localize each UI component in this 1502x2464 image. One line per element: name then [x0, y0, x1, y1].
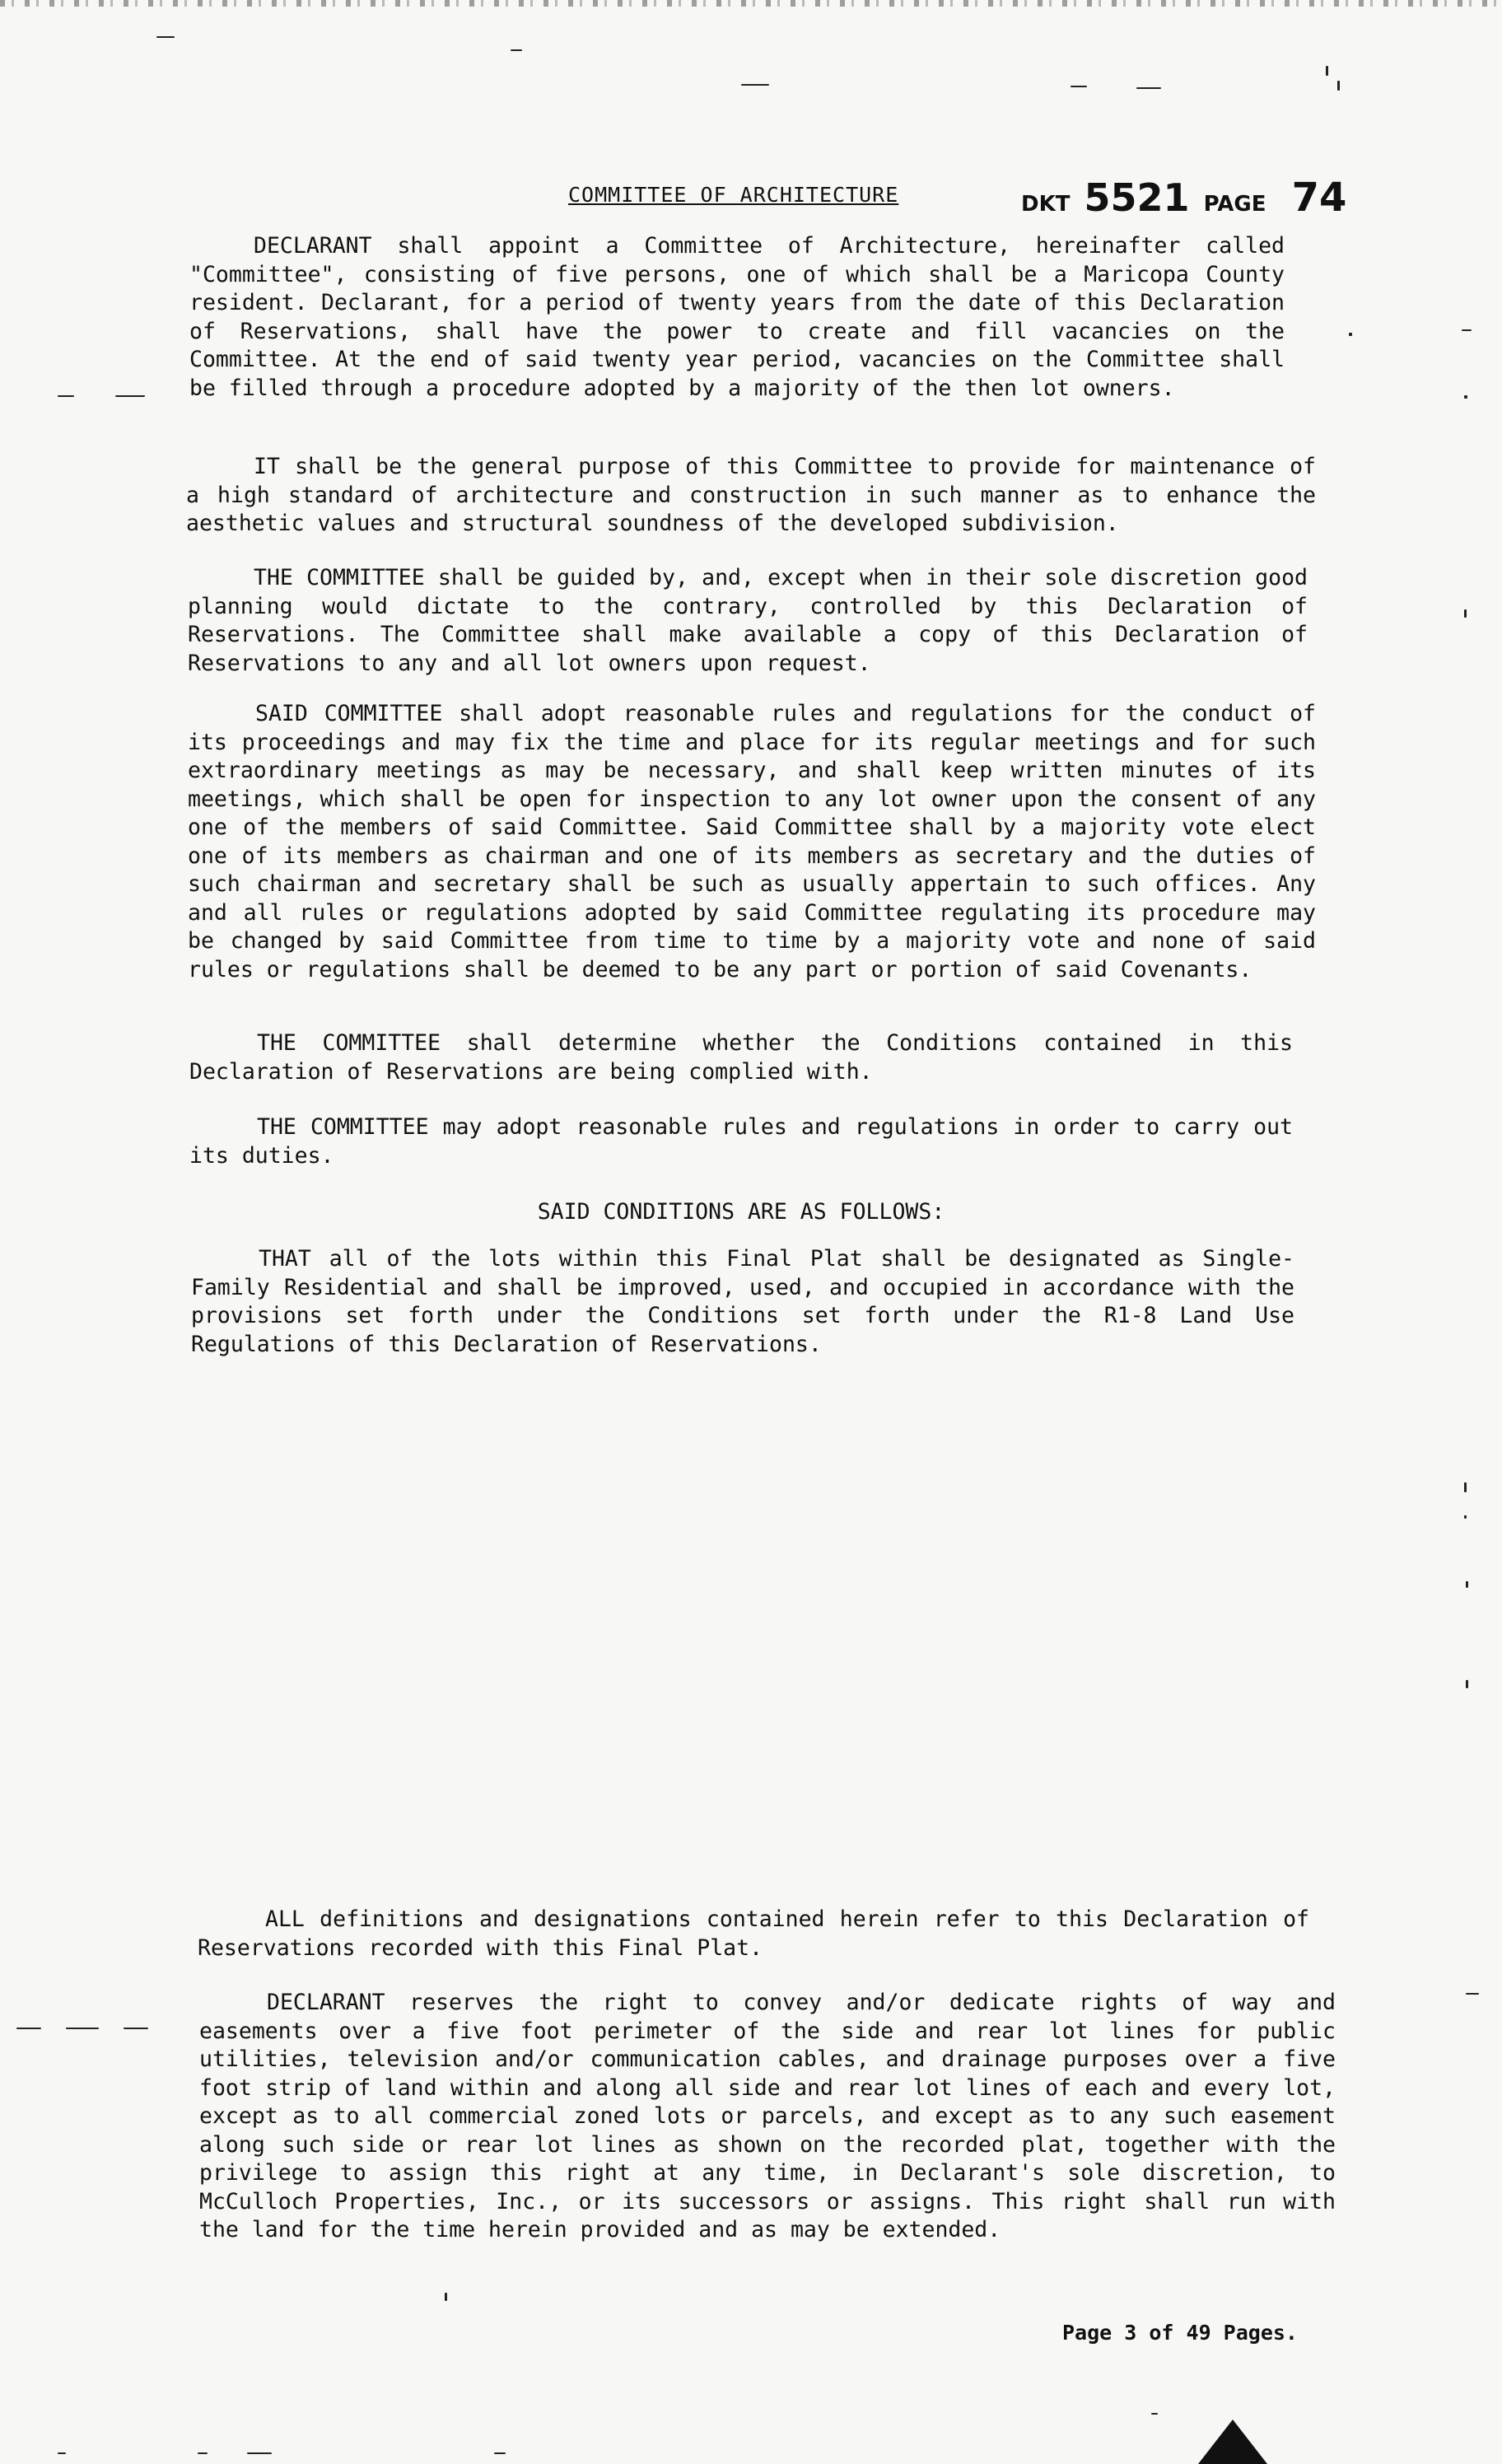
conditions-heading: SAID CONDITIONS ARE AS FOLLOWS: [537, 1199, 945, 1225]
paragraph-general-purpose: IT shall be the general purpose of this Committee to provide for maintenance of a high standard of architecture and construction in such manner as to enhance the aesthetic values and structural soundness of the developed subdivision. [186, 454, 1316, 536]
scan-speck [494, 2452, 506, 2454]
scan-speck [1464, 1515, 1467, 1519]
paragraph-committee-determine: THE COMMITTEE shall determine whether the Conditions contained in this Declaration of Reservations are being complied with. [189, 1030, 1293, 1085]
paragraph-easements: DECLARANT reserves the right to convey and/or dedicate rights of way and easements over a five foot perimeter of the side and rear lot lines for public utilities, television and/or communication cables, and drainage purposes over a five foot strip of land within and along all side and rear lot lines of each and every lot, except as to all commercial zoned lots or parcels, and except as to any such easement along such side or rear lot lines as shown on the recorded plat, together with the privilege to assign this right at any time, in Declarant's sole discretion, to McCulloch Properties, Inc., or its successors or assigns. This right shall run with the land for the time herein provided and as may be extended. [199, 1990, 1336, 2242]
scan-speck [58, 395, 74, 397]
scan-speck [1466, 1581, 1468, 1588]
scan-speck [66, 2028, 99, 2029]
scan-speck [115, 395, 145, 397]
scan-speck [1464, 395, 1467, 399]
scan-speck [58, 2452, 66, 2454]
scan-speck [1349, 333, 1352, 336]
page-count-footer: Page 3 of 49 Pages. [1062, 2321, 1298, 2345]
scan-speck [1071, 86, 1087, 87]
docket-stamp [1021, 175, 1346, 221]
paragraph-declarant-appoint: DECLARANT shall appoint a Committee of Architecture, hereinafter called "Committee", consisting of five persons, one of which shall be a Maricopa County resident. Declarant, for a period of twenty years from the date of this Declaration of Reservations, shall have the power to create and fill vacancies on the Committee. At the end of said twenty year period, vacancies on the Committee shall be filled through a procedure adopted by a majority of the then lot owners. [189, 233, 1285, 401]
paragraph-committee-adopt: THE COMMITTEE may adopt reasonable rules and regulations in order to carry out its duties. [189, 1114, 1293, 1169]
docket-page-number: 74 [1291, 175, 1347, 221]
scan-speck [1466, 1993, 1479, 1995]
paragraph-definitions: ALL definitions and designations contained herein refer to this Declaration of Reservations recorded with this Final Plat. [198, 1906, 1309, 1961]
scan-speck [1326, 66, 1328, 76]
scan-speck [1151, 2413, 1158, 2415]
paragraph-committee-guided: THE COMMITTEE shall be guided by, and, except when in their sole discretion good planning would dictate to the contrary, controlled by this Declaration of Reservations. The Committee shall make available a copy of this Declaration of Reservations to any and all lot owners upon request. [188, 565, 1308, 676]
scan-speck [1337, 81, 1340, 91]
scan-speck [247, 2452, 272, 2454]
scan-speck [445, 2293, 447, 2301]
scan-speck [1136, 87, 1161, 89]
scan-speck [1466, 1680, 1468, 1688]
scan-speck [156, 36, 175, 38]
scan-speck [511, 49, 522, 51]
scan-speck [124, 2028, 148, 2029]
scan-speck [198, 2452, 208, 2454]
scan-speck [16, 2028, 41, 2029]
scan-speck [1462, 329, 1472, 331]
ink-blot [1198, 2420, 1267, 2464]
page-prefix: PAGE [1203, 192, 1266, 217]
paragraph-lots-designation: THAT all of the lots within this Final Plat shall be designated as Single-Family Residential and shall be improved, used, and occupied in accordance with the provisions set forth under the Conditions set forth under the R1-8 Land Use Regulations of this Declaration of Reservations. [191, 1246, 1294, 1357]
section-title: COMMITTEE OF ARCHITECTURE [568, 183, 899, 207]
scan-speck [741, 84, 769, 86]
scan-speck [1464, 1482, 1467, 1492]
scan-speck [1464, 609, 1467, 618]
docket-prefix: DKT [1021, 192, 1071, 217]
paragraph-said-committee-rules: SAID COMMITTEE shall adopt reasonable rules and regulations for the conduct of its proceedings and may fix the time and place for its regular meetings and for such extraordinary meetings as may be necessary, and shall keep written minutes of its meetings, which shall be open for inspection to any lot owner upon the consent of any one of the members of said Committee. Said Committee shall by a majority vote elect one of its members as chairman and one of its members as secretary and the duties of such chairman and secretary shall be such as usually appertain to such offices. Any and all rules or regulations adopted by said Committee regulating its procedure may be changed by said Committee from time to time by a majority vote and none of said rules or regulations shall be deemed to be any part or portion of said Covenants. [188, 701, 1316, 982]
docket-number: 5521 [1084, 175, 1190, 220]
